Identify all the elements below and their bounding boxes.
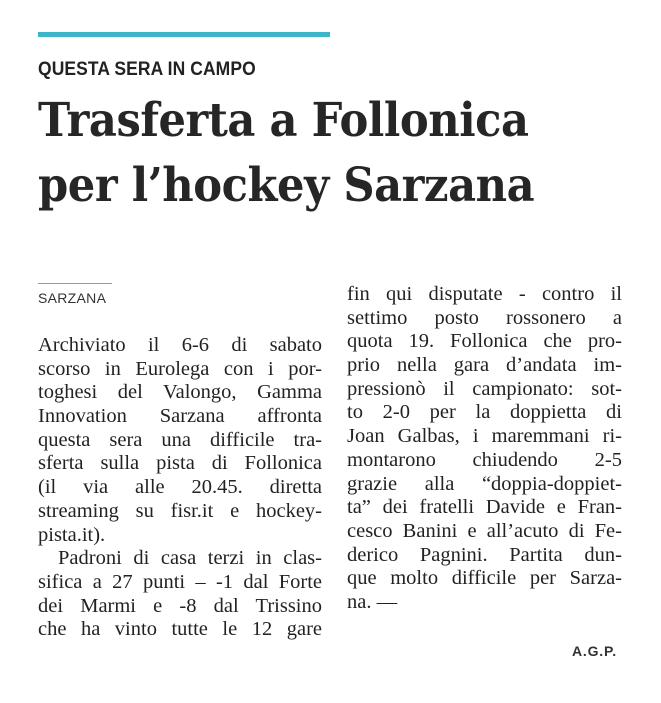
text-line: sifica a 27 punti – -1 dal Forte bbox=[38, 570, 322, 593]
text-line: scorso in Eurolega con i por- bbox=[38, 357, 322, 380]
text-line: prio nella gara d’andata im- bbox=[347, 354, 622, 377]
dateline-rule bbox=[38, 283, 112, 284]
text-line: sferta sulla pista di Follonica bbox=[38, 452, 322, 475]
text-line: fin qui disputate - contro il bbox=[347, 283, 622, 305]
text-line: che ha vinto tutte le 12 gare bbox=[38, 618, 322, 641]
text-line: settimo posto rossonero a bbox=[347, 306, 622, 329]
headline-line-1: Trasferta a Follonica bbox=[38, 93, 529, 148]
text-line: questa sera una difficile tra- bbox=[38, 428, 322, 451]
text-line: que molto difficile per Sarza- bbox=[347, 567, 622, 590]
headline bbox=[38, 88, 638, 218]
article-column-right bbox=[347, 283, 622, 615]
text-line: montarono chiudendo 2-5 bbox=[347, 448, 622, 471]
author-signature: A.G.P. bbox=[572, 643, 618, 659]
text-line: Padroni di casa terzi in clas- bbox=[58, 547, 322, 570]
text-line: streaming su fisr.it e hockey- bbox=[38, 499, 322, 522]
accent-rule bbox=[38, 32, 330, 37]
headline-line-2: per l’hockey Sarzana bbox=[38, 158, 535, 213]
text-line: grazie alla “doppia-doppiet- bbox=[347, 472, 622, 495]
text-line: cesco Banini e all’acuto di Fe- bbox=[347, 519, 622, 542]
text-line: Innovation Sarzana affronta bbox=[38, 405, 322, 428]
text-line: toghesi del Valongo, Gamma bbox=[38, 381, 322, 404]
article-column-left bbox=[38, 334, 322, 642]
text-line: to 2-0 per la doppietta di bbox=[347, 401, 622, 424]
text-line: pressionò il campionato: sot- bbox=[347, 377, 622, 400]
text-line: quota 19. Follonica che pro- bbox=[347, 330, 622, 353]
text-line: Joan Galbas, i maremmani ri- bbox=[347, 425, 622, 448]
text-line: Archiviato il 6-6 di sabato bbox=[38, 334, 322, 356]
text-line: pista.it). bbox=[38, 523, 106, 546]
text-line: ta” dei fratelli Davide e Fran- bbox=[347, 496, 622, 519]
dateline: SARZANA bbox=[38, 290, 107, 306]
text-line: dei Marmi e -8 dal Trissino bbox=[38, 594, 322, 617]
text-line: derico Pagnini. Partita dun- bbox=[347, 543, 622, 566]
kicker: QUESTA SERA IN CAMPO bbox=[38, 59, 256, 80]
text-line: na. — bbox=[347, 590, 398, 613]
text-line: (il via alle 20.45. diretta bbox=[38, 476, 322, 499]
